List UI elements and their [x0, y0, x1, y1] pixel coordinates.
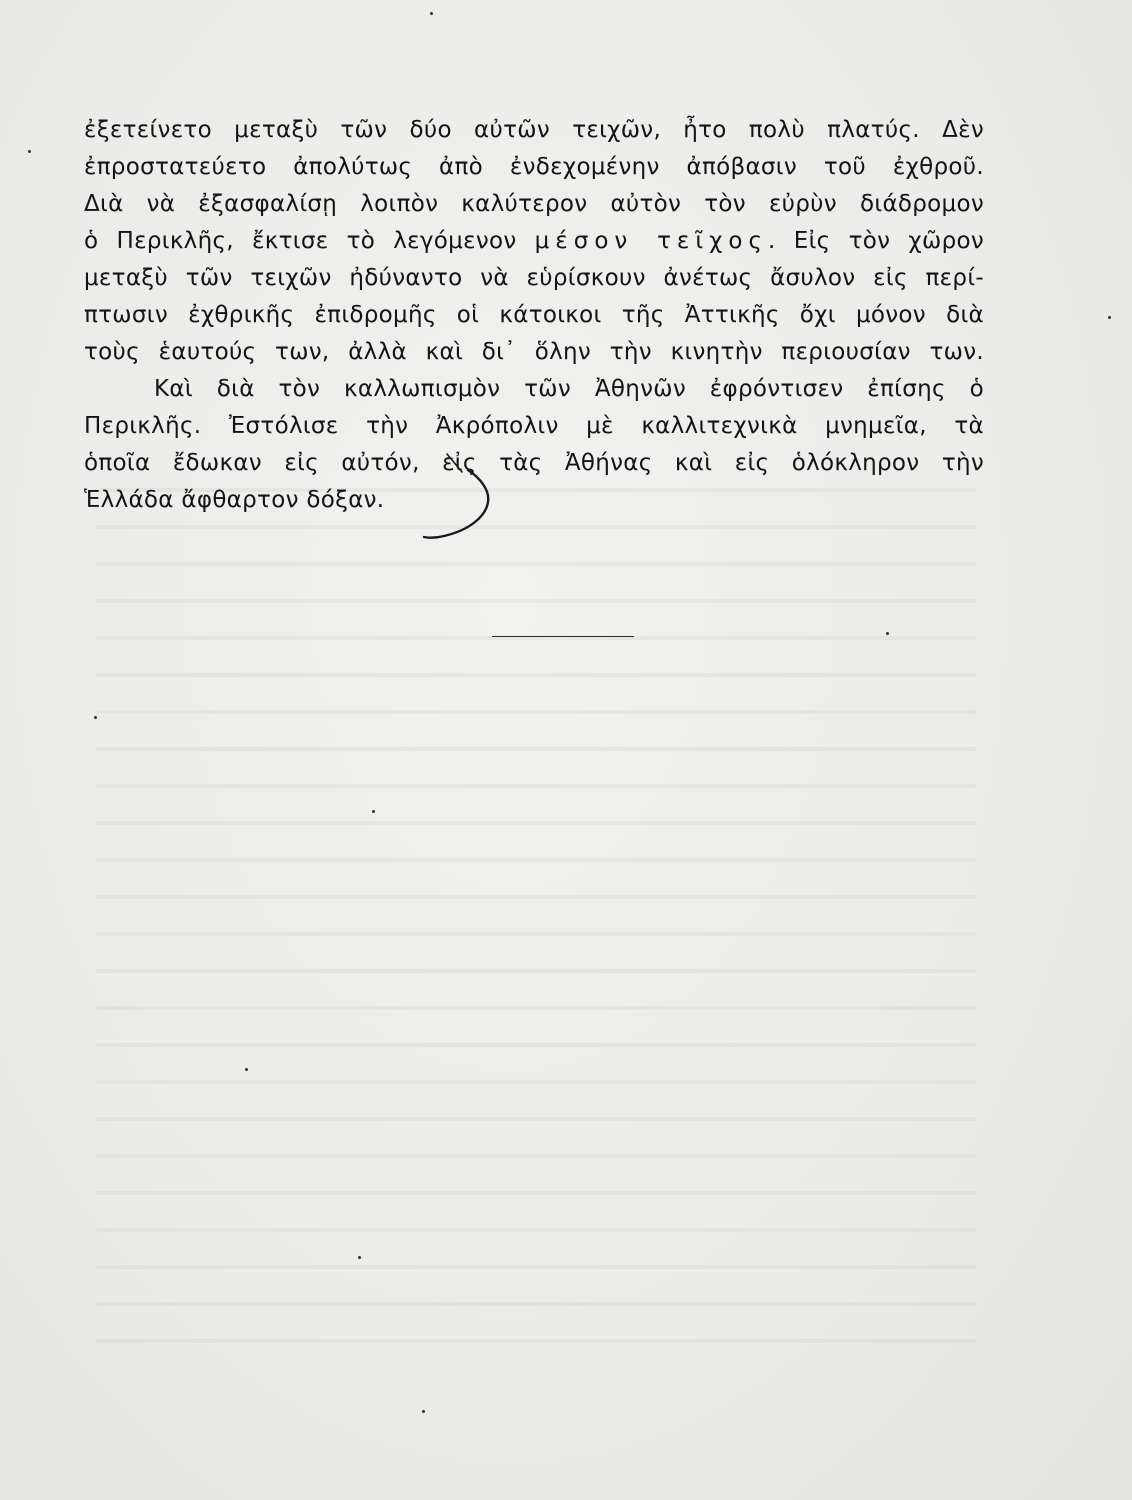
dust-speck	[422, 1410, 425, 1413]
text-line	[84, 223, 984, 260]
dust-speck	[430, 12, 433, 15]
bleed-through-texture	[96, 470, 976, 1370]
dust-speck	[886, 632, 889, 635]
text-line: ἐπροστατεύετο ἀπολύτως ἀπὸ ἐνδεχομένην ἀπόβασιν τοῦ ἐχθροῦ.	[84, 154, 984, 180]
text-line: μεταξὺ τῶν τειχῶν ἠδύναντο νὰ εὑρίσκουν ἀνέτως ἄσυλον εἰς περί-	[84, 265, 984, 291]
text-line: ἐξετείνετο μεταξὺ τῶν δύο αὐτῶν τειχῶν, ἦτο πολὺ πλατύς. Δὲν	[84, 117, 984, 143]
body-text	[84, 112, 984, 519]
text-line: ὁποῖα ἔδωκαν εἰς αὐτόν, εἰς τὰς Ἀθήνας καὶ εἰς ὁλόκληρον τὴν	[84, 450, 984, 476]
dust-speck	[372, 810, 375, 813]
dust-speck	[94, 716, 97, 719]
paragraph-last-line: Ἑλλάδα ἄφθαρτον δόξαν.	[84, 487, 385, 513]
dust-speck	[245, 1068, 248, 1071]
section-divider-rule	[492, 636, 634, 637]
paragraph-first-line: Καὶ διὰ τὸν καλλωπισμὸν τῶν Ἀθηνῶν ἐφρόντισεν ἐπίσης ὁ	[154, 376, 984, 402]
text-line: τοὺς ἑαυτούς των, ἀλλὰ καὶ δι᾽ ὅλην τὴν κινητὴν περιουσίαν των.	[84, 339, 984, 365]
dust-speck	[28, 150, 31, 153]
emphasized-term: μέσον τεῖχος	[534, 228, 768, 254]
dust-speck	[358, 1256, 361, 1259]
text-line: πτωσιν ἐχθρικῆς ἐπιδρομῆς οἱ κάτοικοι τῆς Ἀττικῆς ὄχι μόνον διὰ	[84, 302, 984, 328]
text-segment: ὁ Περικλῆς, ἔκτισε τὸ λεγόμενον	[84, 228, 517, 254]
text-segment: . Εἰς τὸν χῶρον	[768, 228, 984, 254]
text-line: Διὰ νὰ ἐξασφαλίσῃ λοιπὸν καλύτερον αὐτὸν τὸν εὐρὺν διάδρομον	[84, 191, 984, 217]
dust-speck	[1108, 316, 1111, 319]
text-line: Περικλῆς. Ἐστόλισε τὴν Ἀκρόπολιν μὲ καλλιτεχνικὰ μνημεῖα, τὰ	[84, 413, 984, 439]
